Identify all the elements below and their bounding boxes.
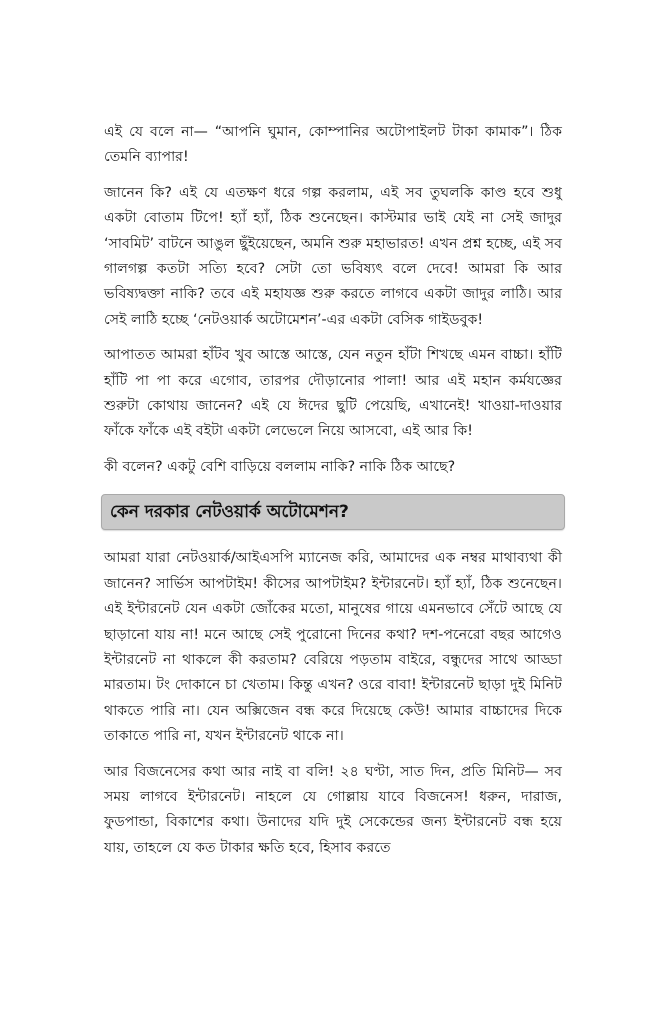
paragraph-walk-slowly: আপাতত আমরা হাঁটব খুব আস্তে আস্তে, যেন নতুন হাঁটা শিখছে এমন বাচ্চা। হাঁটি হাঁটি পা পা করে এগোব, তারপর দৌড়ানোর পালা! আর এই মহান কর্মযজ্ঞের শুরুটা কোথায় জানেন? এই যে ঈদের ছুটি পেয়েছি, এখানেই! খাওয়া-দাওয়ার ফাঁকে ফাঁকে এই বইটা একটা লেভেলে নিয়ে আসবো, এই আর কি! (104, 347, 562, 440)
section-heading: কেন দরকার নেটওয়ার্ক অটোমেশন? (101, 494, 565, 530)
page-body (104, 120, 562, 871)
paragraph-uptime: আমরা যারা নেটওয়ার্ক/আইএসপি ম্যানেজ করি, আমাদের এক নম্বর মাথাব্যথা কী জানেন? সার্ভিস আপটাইম! কীসের আপটাইম? ইন্টারনেট। হ্যাঁ হ্যাঁ, ঠিক শুনেছেন। এই ইন্টারনেট যেন একটা জোঁকের মতো, মানুষের গায়ে এমনভাবে সেঁটে আছে যে ছাড়ানো যায় না! মনে আছে সেই পুরোনো দিনের কথা? দশ-পনেরো বছর আগেও ইন্টারনেট না থাকলে কী করতাম? বেরিয়ে পড়তাম বাইরে, বন্ধুদের সাথে আড্ডা মারতাম। টং দোকানে চা খেতাম। কিন্তু এখন? ওরে বাবা! ইন্টারনেট ছাড়া দুই মিনিট থাকতে পারি না। যেন অক্সিজেন বন্ধ করে দিয়েছে কেউ! আমার বাচ্চাদের দিকে তাকাতে পারি না, যখন ইন্টারনেট থাকে না। (104, 550, 562, 745)
paragraph-business: আর বিজনেসের কথা আর নাই বা বলি! ২৪ ঘণ্টা, সাত দিন, প্রতি মিনিট— সব সময় লাগবে ইন্টারনেট। নাহলে যে গোল্লায় যাবে বিজনেস! ধরুন, দারাজ, ফুডপান্ডা, বিকাশের কথা। উনাদের যদি দুই সেকেন্ডের জন্য ইন্টারনেট বন্ধ হয়ে যায়, তাহলে যে কত টাকার ক্ষতি হবে, হিসাব করতে (104, 763, 562, 856)
paragraph-question: কী বলেন? একটু বেশি বাড়িয়ে বললাম নাকি? নাকি ঠিক আছে? (104, 458, 456, 475)
paragraph-submit-button: জানেন কি? এই যে এতক্ষণ ধরে গল্প করলাম, এই সব তুঘলকি কাণ্ড হবে শুধু একটা বোতাম টিপে! হ্যাঁ হ্যাঁ, ঠিক শুনেছেন। কাস্টমার ভাই যেই না সেই জাদুর ‘সাবমিট’ বাটনে আঙুল ছুঁইয়েছেন, অমনি শুরু মহাভারত! এখন প্রশ্ন হচ্ছে, এই সব গালগল্প কতটা সত্যি হবে? সেটা তো ভবিষ্যৎ বলে দেবে! আমরা কি আর ভবিষ্যদ্বক্তা নাকি? তবে এই মহাযজ্ঞ শুরু করতে লাগবে একটা জাদুর লাঠি। আর সেই লাঠি হচ্ছে ‘নেটওয়ার্ক অটোমেশন’-এর একটা বেসিক গাইডবুক! (104, 184, 562, 328)
paragraph-autopilot: এই যে বলে না— “আপনি ঘুমান, কোম্পানির অটোপাইলট টাকা কামাক”। ঠিক তেমনি ব্যাপার! (104, 124, 562, 166)
